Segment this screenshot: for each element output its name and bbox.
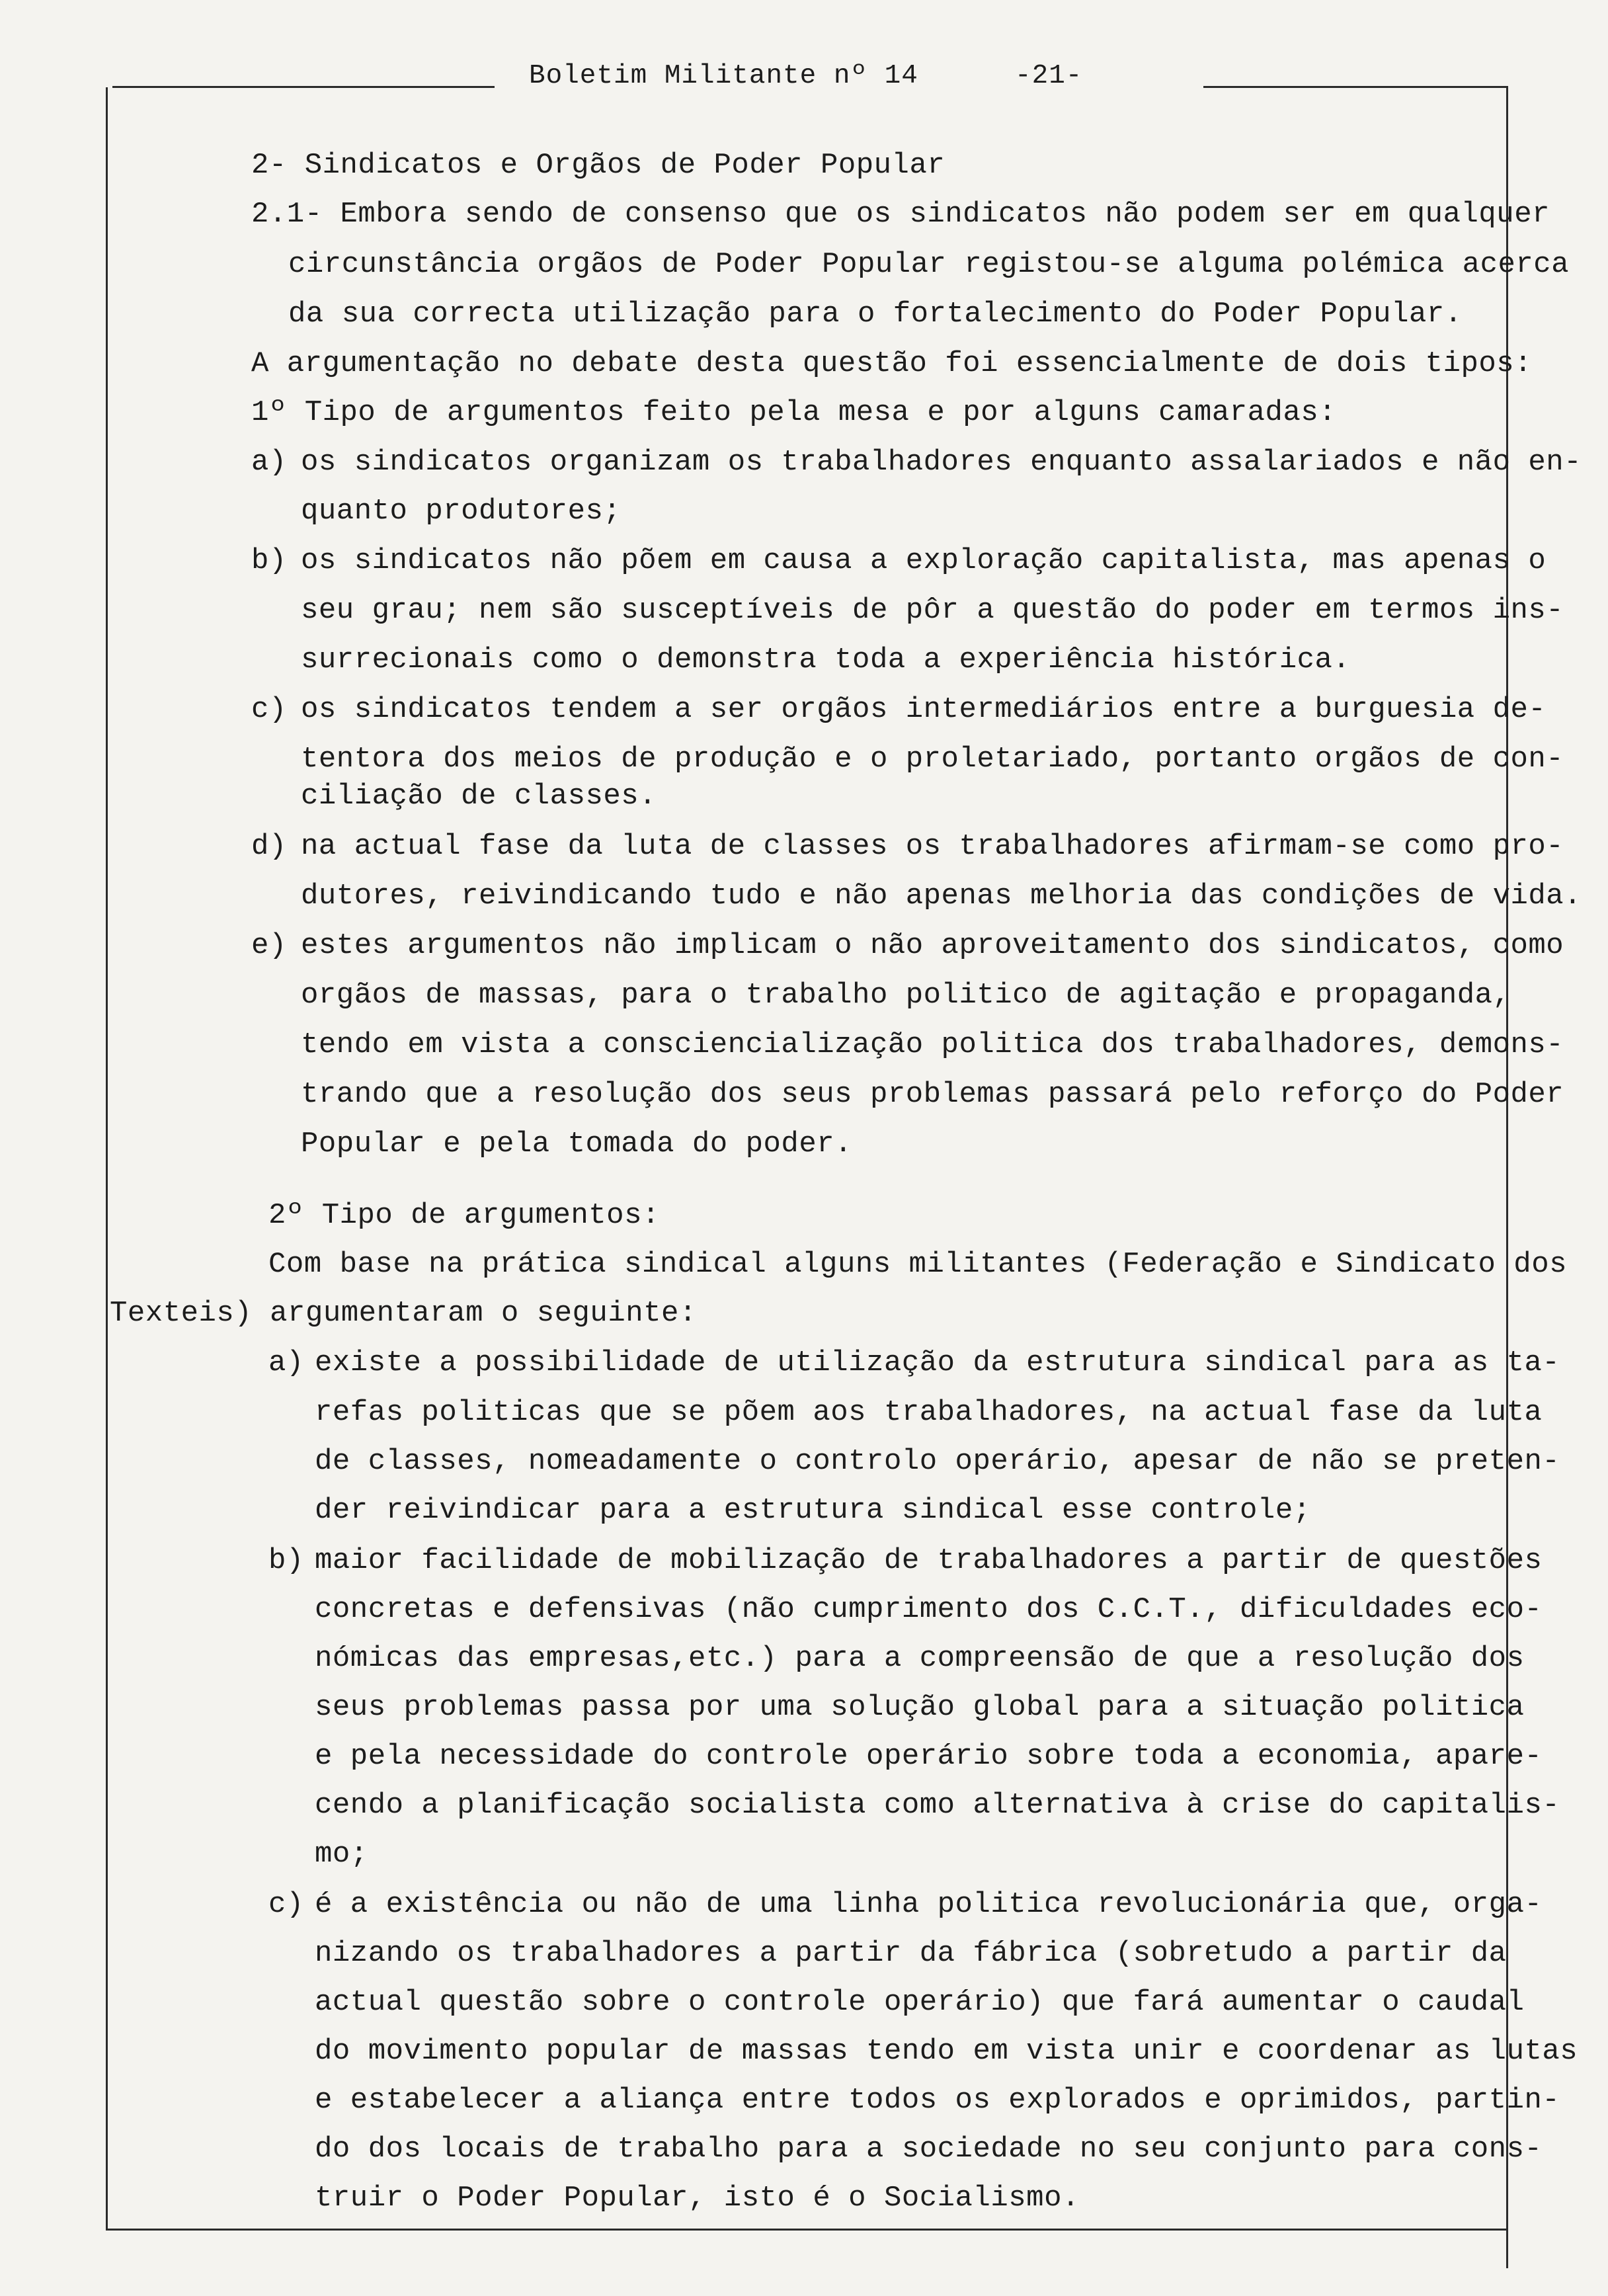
type2-item-a-line: refas politicas que se põem aos trabalhadores, na actual fase da luta (315, 1396, 1543, 1429)
type1-item-d-marker: d) (251, 830, 287, 863)
type1-item-e-line: orgãos de massas, para o trabalho politico de agitação e propaganda, (301, 979, 1511, 1012)
type2-item-b-line: seus problemas passa por uma solução global para a situação politica (315, 1691, 1525, 1724)
type2-intro-line: Com base na prática sindical alguns militantes (Federação e Sindicato dos (268, 1248, 1568, 1281)
type1-item-e-marker: e) (251, 929, 287, 962)
type1-item-d-line: na actual fase da luta de classes os trabalhadores afirmam-se como pro- (301, 830, 1564, 863)
header-rule-right (1203, 86, 1508, 88)
type2-item-c-line: e estabelecer a aliança entre todos os explorados e oprimidos, partin- (315, 2084, 1560, 2117)
type2-item-b-line: e pela necessidade do controle operário sobre toda a economia, apare- (315, 1740, 1543, 1773)
type2-item-c-line: nizando os trabalhadores a partir da fábrica (sobretudo a partir da (315, 1937, 1507, 1970)
type1-item-e-line: trando que a resolução dos seus problemas passará pelo reforço do Poder (301, 1078, 1564, 1111)
intro-line: A argumentação no debate desta questão foi essencialmente de dois tipos: (251, 347, 1533, 380)
type1-item-a-line: quanto produtores; (301, 495, 622, 528)
type2-item-c-line: do dos locais de trabalho para a sociedade no seu conjunto para cons- (315, 2133, 1543, 2166)
para-2-1-line: 2.1- Embora sendo de consenso que os sindicatos não podem ser em qualquer (251, 198, 1550, 231)
type1-item-b-line: seu grau; nem são susceptíveis de pôr a questão do poder em termos ins- (301, 594, 1564, 627)
type2-heading: 2º Tipo de argumentos: (268, 1199, 660, 1232)
type1-item-e-line: estes argumentos não implicam o não aproveitamento dos sindicatos, como (301, 929, 1564, 962)
type1-item-d-line: dutores, reivindicando tudo e não apenas melhoria das condições de vida. (301, 880, 1582, 913)
type2-item-c-line: truir o Poder Popular, isto é o Socialismo. (315, 2182, 1080, 2215)
type1-item-b-marker: b) (251, 544, 287, 577)
frame-left-rule (106, 87, 108, 2230)
type1-item-e-line: tendo em vista a consciencialização politica dos trabalhadores, demons- (301, 1028, 1564, 1061)
type2-intro-line: Texteis) argumentaram o seguinte: (110, 1297, 697, 1330)
page-number: -21- (1015, 61, 1083, 91)
type2-item-b-line: nómicas das empresas,etc.) para a compreensão de que a resolução dos (315, 1642, 1525, 1675)
header-rule-left (112, 86, 495, 88)
type2-item-c-line: actual questão sobre o controle operário) que fará aumentar o caudal (315, 1986, 1525, 2019)
type1-item-c-marker: c) (251, 693, 287, 726)
type2-item-c-line: é a existência ou não de uma linha politica revolucionária que, orga- (315, 1888, 1543, 1921)
type2-item-b-line: cendo a planificação socialista como alternativa à crise do capitalis- (315, 1789, 1560, 1822)
type1-item-c-line: ciliação de classes. (301, 780, 657, 813)
para-2-1-line: da sua correcta utilização para o fortalecimento do Poder Popular. (288, 298, 1463, 331)
type1-heading: 1º Tipo de argumentos feito pela mesa e por alguns camaradas: (251, 396, 1337, 429)
type2-item-b-line: concretas e defensivas (não cumprimento dos C.C.T., dificuldades eco- (315, 1593, 1543, 1626)
type1-item-c-line: os sindicatos tendem a ser orgãos intermediários entre a burguesia de- (301, 693, 1547, 726)
frame-bottom-rule (106, 2229, 1508, 2231)
type1-item-a-marker: a) (251, 446, 287, 479)
type2-item-c-marker: c) (268, 1888, 304, 1921)
bulletin-title: Boletim Militante nº 14 (529, 61, 918, 91)
type1-item-a-line: os sindicatos organizam os trabalhadores enquanto assalariados e não en- (301, 446, 1582, 479)
type2-item-c-line: do movimento popular de massas tendo em vista unir e coordenar as lutas (315, 2035, 1578, 2068)
section-heading: 2- Sindicatos e Orgãos de Poder Popular (251, 149, 945, 182)
type2-item-b-line: maior facilidade de mobilização de trabalhadores a partir de questões (315, 1544, 1543, 1577)
type2-item-a-marker: a) (268, 1346, 304, 1379)
type1-item-e-line: Popular e pela tomada do poder. (301, 1128, 853, 1161)
para-2-1-line: circunstância orgãos de Poder Popular registou-se alguma polémica acerca (288, 248, 1570, 281)
type1-item-b-line: os sindicatos não põem em causa a exploração capitalista, mas apenas o (301, 544, 1547, 577)
type2-item-a-line: der reivindicar para a estrutura sindical esse controle; (315, 1494, 1311, 1527)
type2-item-b-line: mo; (315, 1838, 368, 1871)
type2-item-a-line: de classes, nomeadamente o controlo operário, apesar de não se preten- (315, 1445, 1560, 1478)
type2-item-b-marker: b) (268, 1544, 304, 1577)
type1-item-c-line: tentora dos meios de produção e o proletariado, portanto orgãos de con- (301, 743, 1564, 776)
type1-item-b-line: surrecionais como o demonstra toda a experiência histórica. (301, 643, 1351, 676)
type2-item-a-line: existe a possibilidade de utilização da estrutura sindical para as ta- (315, 1346, 1560, 1379)
